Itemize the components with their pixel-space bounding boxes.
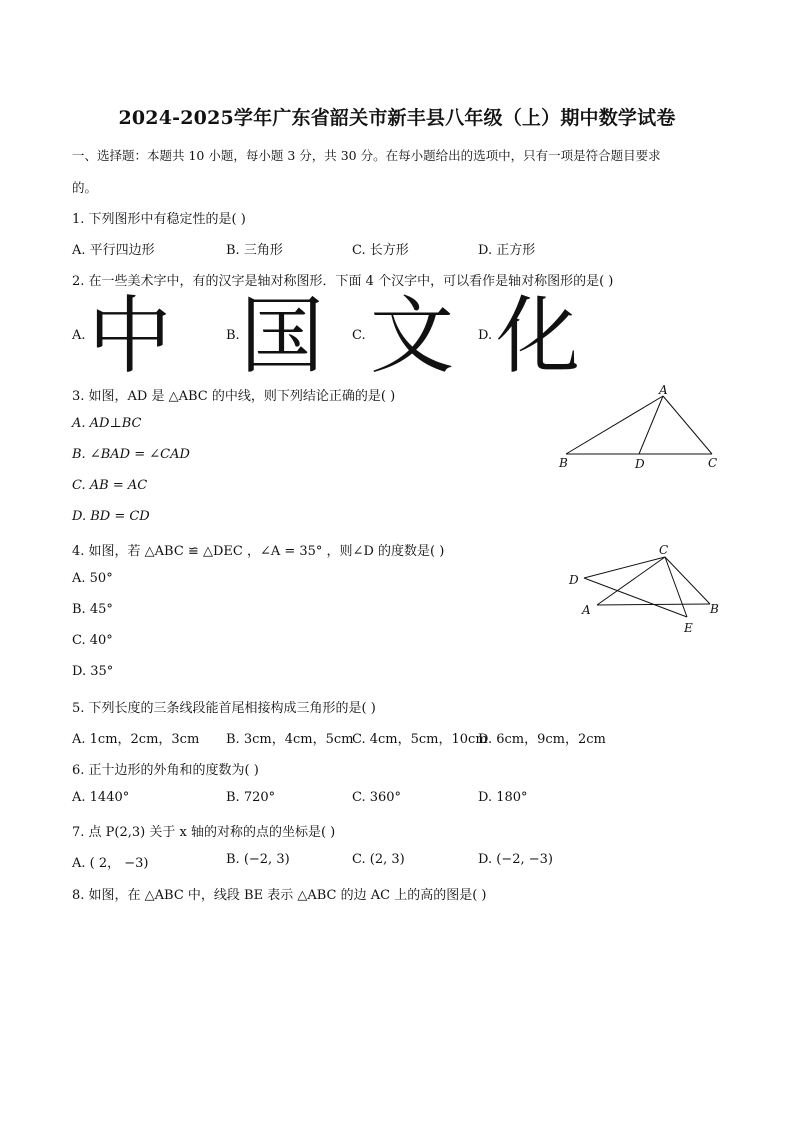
q3-label-a: A <box>659 383 668 397</box>
section-header-line2: 的。 <box>72 180 98 195</box>
q6-option-c: C. 360° <box>352 790 402 805</box>
q3-option-a: A. AD⊥BC <box>72 416 142 431</box>
q4-label-d: D <box>569 573 579 587</box>
q5-stem: 5. 下列长度的三条线段能首尾相接构成三角形的是( ) <box>72 701 376 716</box>
q4-congruent-triangles-figure <box>560 538 730 638</box>
q4-option-c: C. 40° <box>72 633 113 648</box>
q3-label-d: D <box>635 457 645 471</box>
q6-option-b: B. 720° <box>226 790 276 805</box>
q1-option-a: A. 平行四边形 <box>72 243 155 258</box>
q4-stem: 4. 如图，若 △ABC ≌ △DEC ，∠A = 35° ，则∠D 的度数是( ) <box>72 544 445 559</box>
q1-option-c: C. 长方形 <box>352 243 409 258</box>
q1-option-d: D. 正方形 <box>478 243 536 258</box>
page-title: 2024-2025学年广东省韶关市新丰县八年级（上）期中数学试卷 <box>118 107 676 129</box>
q3-stem: 3. 如图，AD 是 △ABC 的中线，则下列结论正确的是( ) <box>72 389 396 404</box>
q2-char-b: 国 <box>240 287 325 385</box>
q3-option-b: B. ∠BAD = ∠CAD <box>72 447 190 462</box>
q4-side-cb <box>665 557 710 604</box>
q4-side-cd <box>584 557 665 578</box>
q3-option-d: D. BD = CD <box>72 509 150 524</box>
q3-label-c: C <box>708 456 718 470</box>
q2-label-a: A. <box>72 328 86 343</box>
q5-option-d: D. 6cm，9cm，2cm <box>478 732 606 747</box>
q4-option-d: D. 35° <box>72 664 114 679</box>
q4-side-ce <box>665 557 687 617</box>
section-header-line1: 一、选择题：本题共 10 小题，每小题 3 分，共 30 分。在每小题给出的选项中，只有一项是符合题目要求 <box>72 148 661 163</box>
q5-option-b: B. 3cm，4cm，5cm <box>226 732 354 747</box>
q6-option-d: D. 180° <box>478 790 528 805</box>
q7-stem: 7. 点 P(2,3) 关于 x 轴的对称的点的坐标是( ) <box>72 825 336 840</box>
q1-option-b: B. 三角形 <box>226 243 283 258</box>
q2-label-b: B. <box>226 328 240 343</box>
q2-stem: 2. 在一些美术字中，有的汉字是轴对称图形．下面 4 个汉字中，可以看作是轴对称图形的是( ) <box>72 274 614 289</box>
q4-side-de <box>584 578 687 617</box>
q2-label-d: D. <box>478 328 493 343</box>
q5-option-a: A. 1cm，2cm，3cm <box>72 732 200 747</box>
q7-option-b: B. (−2, 3) <box>226 852 290 867</box>
q3-median-ad <box>639 396 663 454</box>
q3-option-c: C. AB = AC <box>72 478 148 493</box>
q6-stem: 6. 正十边形的外角和的度数为( ) <box>72 763 259 778</box>
q7-option-c: C. (2, 3) <box>352 852 405 867</box>
q7-option-d: D. (−2, −3) <box>478 852 553 867</box>
q8-stem: 8. 如图，在 △ABC 中，线段 BE 表示 △ABC 的边 AC 上的高的图是( ) <box>72 888 487 903</box>
q4-option-b: B. 45° <box>72 602 113 617</box>
q4-label-e: E <box>684 621 693 635</box>
q3-side-ab <box>566 396 663 454</box>
q1-stem: 1. 下列图形中有稳定性的是( ) <box>72 212 246 227</box>
q2-char-c: 文 <box>370 287 455 385</box>
q3-side-ac <box>663 396 712 454</box>
q4-side-ca <box>597 557 665 605</box>
q4-option-a: A. 50° <box>72 571 113 586</box>
q4-label-a: A <box>582 603 591 617</box>
q3-triangle-figure <box>550 378 730 478</box>
q2-label-c: C. <box>352 328 366 343</box>
q2-char-d: 化 <box>496 287 581 385</box>
q4-label-b: B <box>710 602 719 616</box>
q6-option-a: A. 1440° <box>72 790 130 805</box>
q7-option-a: A. ( 2， −3) <box>72 856 149 871</box>
q4-label-c: C <box>659 543 669 557</box>
q5-option-c: C. 4cm，5cm，10cm <box>352 732 488 747</box>
q3-label-b: B <box>559 456 568 470</box>
q2-char-a: 中 <box>88 287 173 385</box>
